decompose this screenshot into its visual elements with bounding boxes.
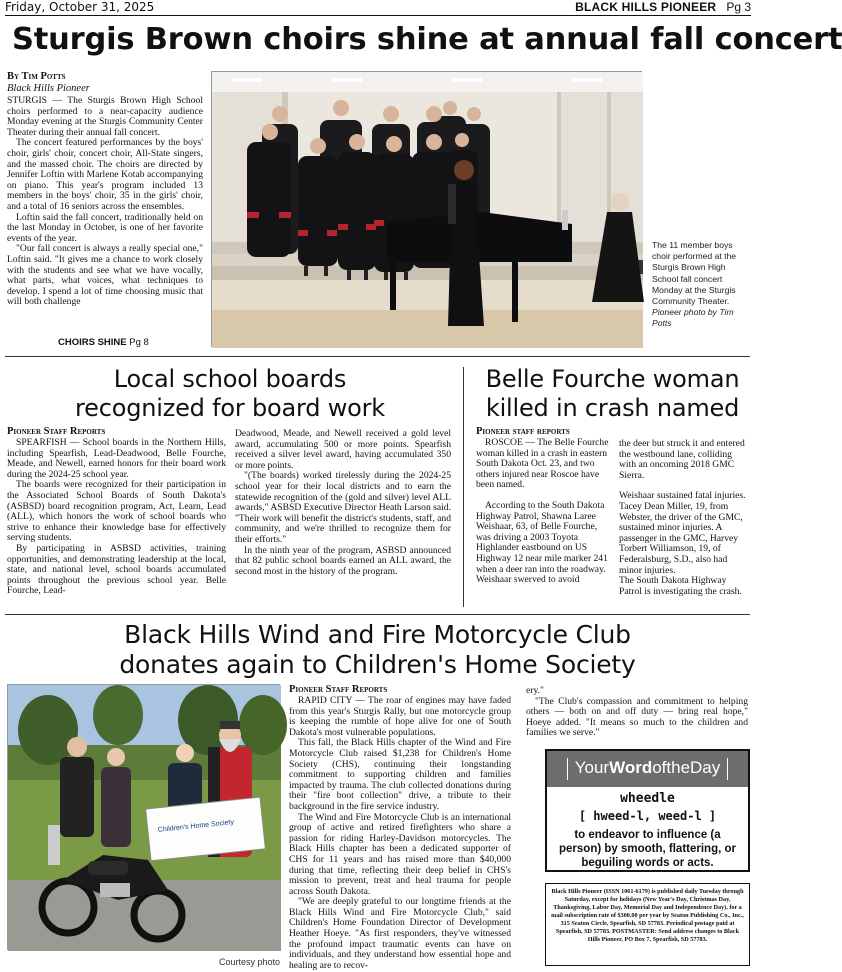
story4-paragraph: This fall, the Black Hills chapter of the Wind and Fire Motorcycle Club raised $1,238 for Children's Home Society (CHS), continuing their longstanding commitment to supporting children and families impacted by trauma. The club collected donations during their "fire boot collection" drive, a tribute to their background in the fire service industry. <box>289 737 511 812</box>
choir-photo <box>211 71 642 347</box>
check-payee: Children's Home Society <box>157 818 235 834</box>
story2-paragraph: In the ninth year of the program, ASBSD announced that 82 public school boards earned an ALL award, the second most in the history of the program. <box>235 544 451 577</box>
story4-col1-text <box>289 696 511 971</box>
story4-headline-line1: Black Hills Wind and Fire Motorcycle Club <box>124 620 631 649</box>
caption-text: The 11 member boys choir performed at the Sturgis Brown High School fall concert Monday at the Sturgis Community Theater. <box>652 240 737 307</box>
story2-headline-line1: Local school boards <box>113 365 347 393</box>
definition: to endeavor to influence (a person) by smooth, flattering, or beguiling words or acts. <box>559 829 736 869</box>
story3-paragraph: The South Dakota Highway Patrol is investigating the crash. <box>619 575 742 597</box>
story3-paragraph: According to the South Dakota Highway Patrol, Shawna Laree Weishaar, 63, of Belle Fourche, was driving a 2003 Toyota Highlander eastbound on US Highway 12 near mile marker 241 when a deer ran into the roadway. Weishaar swerved to avoid <box>476 499 608 586</box>
story2-col2 <box>235 429 451 577</box>
story2-paragraph: Deadwood, Meade, and Newell received a gold level award, accumulating 500 or more points. Spearfish received a silver level award, having accumulated 350 or more points. <box>235 428 451 471</box>
story4-byline: Pioneer Staff Reports <box>289 684 388 695</box>
publication-statement: Black Hills Pioneer (ISSN 1061-6179) is published daily Tuesday through Saturday, except for holidays (New Year's Day, Christmas Day, Thanksgiving, Labor Day, Memorial Day and Independence Day), for a mail subscription rate of $300.00 per year by Seaton Publishing Co., Inc., 315 Seaton Circle, Spearfish, SD 57783. Periodical postage paid at Spearfish, SD 57783. POSTMASTER: Send address changes to Black Hills Pioneer, PO Box 7, Spearfish, SD 57783. <box>545 883 750 966</box>
story1-paragraph: STURGIS — The Sturgis Brown High School choirs performed to a near-capacity audience Monday evening at the Sturgis Community Center Theater during their annual fall concert. <box>7 95 203 138</box>
page-header <box>5 0 751 16</box>
jump-label: CHOIRS SHINE <box>58 337 127 348</box>
story1-byline: By Tim Potts <box>7 71 66 82</box>
story4-col1 <box>289 684 511 971</box>
story3-paragraph: ROSCOE — The Belle Fourche woman killed in a crash in eastern South Dakota Oct. 23, and two others injured near Roscoe have been named. <box>476 437 609 491</box>
story4-paragraph: ery." <box>526 685 544 696</box>
story4-col2 <box>526 686 748 739</box>
banner-title-word: Word <box>609 758 653 777</box>
story1-body-column <box>7 71 203 308</box>
banner-title <box>547 755 748 781</box>
photo-credit: Pioneer photo by Tim Potts <box>652 307 734 329</box>
pronunciation: [ hweed-l, weed-l ] <box>578 809 717 823</box>
story3-col1-text <box>476 438 609 586</box>
word-of-the-day-box <box>545 749 750 872</box>
story3-col1 <box>476 426 609 586</box>
story1-jump-link[interactable] <box>58 337 149 349</box>
story4-photo-credit: Courtesy photo <box>218 957 280 967</box>
story4-paragraph: "We are deeply grateful to our longtime friends at the Black Hills Wind and Fire Motorcycle Club," said Children's Home Foundation Director of Development Heather Hoeye. "As first responders, they've witnessed the profound impact traumatic events can have on individuals, and they understand how essential hope and healing are to recov- <box>289 896 511 971</box>
choir-photo-illustration <box>212 72 643 348</box>
word: wheedle <box>620 791 675 806</box>
story2-headline-line2: recognized for board work <box>75 394 385 422</box>
story3-headline-line2: killed in crash named <box>485 394 740 422</box>
story3-col2 <box>619 439 750 597</box>
story1-publication: Black Hills Pioneer <box>7 83 90 94</box>
story1-headline: Sturgis Brown choirs shine at annual fall concert <box>12 22 842 57</box>
motorcycle-club-photo-illustration <box>8 685 281 951</box>
paper-name: BLACK HILLS PIONEER <box>575 0 717 14</box>
story1-photo-caption <box>652 240 752 330</box>
section-divider <box>5 614 750 615</box>
story2-byline: Pioneer Staff Reports <box>7 426 106 437</box>
story4-headline <box>5 620 750 680</box>
story2-paragraph: The boards were recognized for their participation in the Associated School Boards of South Dakota's (ASBSD) board recognition program, Act, Learn, Lead (ALL), which honors the work of school boards who strive to enhance their knowledge base for effectively serving students. <box>7 479 226 544</box>
banner-title-prefix: Your <box>574 758 610 777</box>
story4-paragraph: RAPID CITY — The roar of engines may have faded from this year's Sturgis Rally, but one motorcycle group is keeping the rumble of hope alive for one of South Dakota's most vulnerable populations. <box>289 695 511 738</box>
story3-headline-line1: Belle Fourche woman <box>485 365 740 393</box>
story3-byline: Pioneer staff reports <box>476 426 570 437</box>
story2-col1 <box>7 426 226 597</box>
story1-paragraph: Loftin said the fall concert, traditionally held on the last Monday in October, is one of her favorite events of the year. <box>7 211 203 244</box>
jump-page: Pg 8 <box>129 337 149 348</box>
story2-paragraph: SPEARFISH — School boards in the Northern Hills, including Spearfish, Lead-Deadwood, Belle Fourche, Meade, and Newell, earned honors for their board work during the 2024-25 school year. <box>7 437 226 480</box>
story2-paragraph: "(The boards) worked tirelessly during the 2024-25 school year for their local districts and to earn the statewide recognition of the (gold and silver) level ALL awards," ASBSD Executive Director Heath Larson said. "Their work will benefit the district's students, staff, and community, and we're thrilled to recognize them for their efforts." <box>235 470 451 545</box>
story1-paragraph: "Our fall concert is always a really special one," Loftin said. "It gives me a chance to work closely with the students and see what we have vocally, what parts, what voices, what techniques to develop. I spend a lot of time choosing music that will both challenge <box>7 243 203 308</box>
word-of-the-day-banner <box>547 751 748 787</box>
story2-paragraph: By participating in ASBSD activities, training opportunities, and demonstrating leadership at the local, state, and national level, school boards accumulated points throughout the previous school year. Belle Fourche, Lead- <box>7 542 226 597</box>
paper-name-and-page <box>575 0 751 15</box>
story4-paragraph: The Wind and Fire Motorcycle Club is an international group of active and retired firefighters who share a passion for riding Harley-Davidson motorcycles. The Black Hills chapter has been a dedicated supporter of CHS for 11 years and has raised more than $40,000 during that time, reflecting their deep belief in CHS's mission to prevent, treat and heal trauma for people across South Dakota. <box>289 811 511 897</box>
column-divider <box>463 367 464 607</box>
issue-date: Friday, October 31, 2025 <box>5 0 155 14</box>
page-number: Pg 3 <box>726 0 751 14</box>
story3-paragraph: the deer but struck it and entered the westbound lane, colliding with an oncoming 2018 GMC Sierra. <box>619 438 745 481</box>
story2-headline <box>5 365 455 423</box>
story1-paragraph: The concert featured performances by the boys' choir, girls' choir, concert choir, All-State singers, and the massed choir. The choirs are directed by Jennifer Loftin with Marlene Kotab accompanying on piano. This year's program included 13 members in the boys' choir, 35 in the girls' choir, and a total of 16 seniors across the ensembles. <box>7 137 203 212</box>
story2-col1-text <box>7 438 226 597</box>
banner-title-suffix: oftheDay <box>652 758 721 777</box>
story4-paragraph: "The Club's compassion and commitment to helping others — both on and off duty — bring real hope," Hoeye added. "It means so much to the children and families we serve." <box>526 695 748 739</box>
story3-paragraph: Weishaar sustained fatal injuries. Tacey Dean Miller, 19, from Webster, the driver of the GMC, sustained minor injuries. A passenger in the GMC, Harvey Torbert Williamson, 19, of Federalsburg, S.D., also had minor injuries. <box>619 490 746 576</box>
story3-headline <box>470 365 755 423</box>
story4-headline-line2: donates again to Children's Home Society <box>119 650 636 679</box>
motorcycle-club-photo <box>7 684 280 950</box>
story1-text <box>7 96 203 308</box>
section-divider <box>5 356 750 357</box>
